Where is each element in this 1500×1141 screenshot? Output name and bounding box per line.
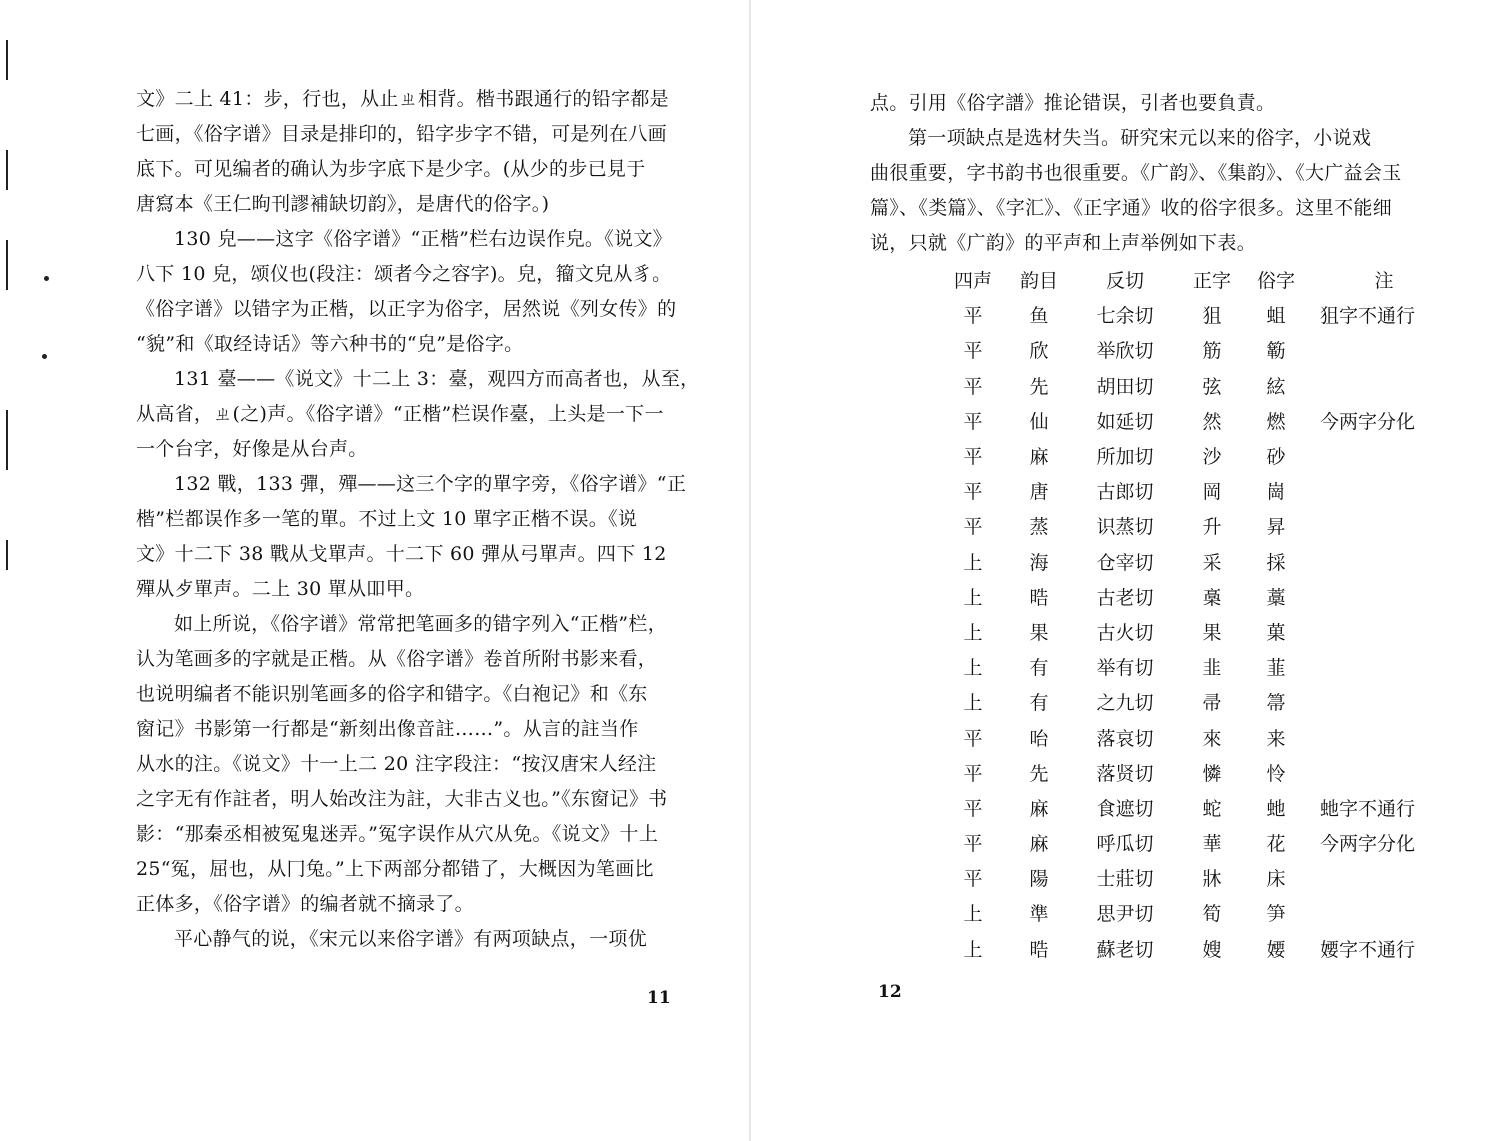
text-line: 130 皃——这字《俗字谱》“正楷”栏右边误作皃。《说文》 [174, 228, 672, 250]
text-line: 也说明编者不能识别笔画多的俗字和错字。《白袍记》和《东 [136, 683, 648, 705]
page-number: 11 [647, 988, 671, 1008]
fanqie-cell: 仓宰切 [1096, 551, 1154, 574]
fanqie-cell: 如延切 [1096, 410, 1154, 433]
rhyme-cell: 欣 [1029, 340, 1049, 363]
standard-char-cell: 升 [1202, 516, 1222, 539]
rhyme-cell: 咍 [1029, 727, 1049, 750]
note-cell [1308, 438, 1460, 473]
popular-char-cell: 絃 [1266, 375, 1286, 398]
text-line: 曲很重要，字书韵书也很重要。《广韵》、《集韵》、《大广益会玉 [870, 162, 1402, 184]
popular-char-cell: 床 [1266, 868, 1286, 891]
table-row [938, 719, 1460, 754]
tone-cell: 平 [963, 340, 983, 363]
fanqie-cell: 思尹切 [1096, 903, 1154, 926]
popular-char-cell: 笋 [1266, 903, 1286, 926]
rhyme-cell: 先 [1029, 762, 1049, 785]
popular-char-cell: 燃 [1266, 410, 1286, 433]
fanqie-cell: 七余切 [1096, 305, 1154, 328]
tone-cell: 平 [963, 410, 983, 433]
right-body-text [870, 86, 1450, 261]
note-cell [1308, 860, 1460, 895]
text-line: 窗记》书影第一行都是“新刻出像音註……”。从言的註当作 [136, 718, 639, 740]
rhyme-cell: 有 [1029, 692, 1049, 715]
popular-char-cell: 簕 [1266, 340, 1286, 363]
standard-char-cell: 果 [1202, 621, 1222, 644]
header-note: 注 [1374, 270, 1394, 293]
text-line: 说，只就《广韵》的平声和上声举例如下表。 [870, 232, 1257, 254]
popular-char-cell: 採 [1266, 551, 1286, 574]
fanqie-cell: 古老切 [1096, 586, 1154, 609]
table-row [938, 649, 1460, 684]
note-cell: 狙字不通行 [1320, 305, 1416, 328]
table-row [938, 438, 1460, 473]
text-line: 篇》、《类篇》、《字汇》、《正字通》收的俗字很多。这里不能细 [870, 197, 1393, 219]
popular-char-cell: 蛆 [1266, 305, 1286, 328]
text-line: 唐寫本《王仁昫刊謬補缺切韵》，是唐代的俗字。) [136, 193, 550, 215]
text-line: 文》二上 41：步，行也，从止ㄓ相背。楷书跟通行的铅字都是 [136, 88, 669, 110]
tone-cell: 平 [963, 375, 983, 398]
text-line: 殫从歺單声。二上 30 單从吅甲。 [136, 578, 425, 600]
standard-char-cell: 采 [1202, 551, 1222, 574]
standard-char-cell: 筋 [1202, 340, 1222, 363]
text-line: 平心静气的说，《宋元以来俗字谱》有两项缺点，一项优 [174, 928, 648, 950]
text-line: 文》十二下 38 戰从戈單声。十二下 60 彈从弓單声。四下 12 [136, 543, 667, 565]
standard-char-cell: 韭 [1202, 657, 1222, 680]
table-row [938, 508, 1460, 543]
scan-speck [44, 276, 49, 281]
tone-cell: 上 [963, 621, 983, 644]
table-row [938, 332, 1460, 367]
table-row [938, 931, 1460, 966]
popular-char-cell: 藁 [1266, 586, 1286, 609]
tone-cell: 平 [963, 762, 983, 785]
standard-char-cell: 牀 [1202, 868, 1222, 891]
fanqie-cell: 落哀切 [1096, 727, 1154, 750]
standard-char-cell: 來 [1202, 727, 1222, 750]
table-body [938, 297, 1460, 966]
note-cell [1308, 544, 1460, 579]
text-line: 25“冤，屈也，从冂兔。”上下两部分都错了，大概因为笔画比 [136, 858, 654, 880]
rhyme-cell: 準 [1029, 903, 1049, 926]
fanqie-cell: 识蒸切 [1096, 516, 1154, 539]
standard-char-cell: 帚 [1202, 692, 1222, 715]
text-line: 点。引用《俗字譜》推论错误，引者也要負責。 [870, 92, 1276, 114]
text-line: 一个台字，好像是从台声。 [136, 438, 368, 460]
note-cell [1308, 368, 1460, 403]
rhyme-cell: 唐 [1029, 481, 1049, 504]
text-line: 正体多，《俗字谱》的编者就不摘录了。 [136, 893, 474, 915]
rhyme-cell: 麻 [1029, 446, 1049, 469]
note-cell [1308, 755, 1460, 790]
standard-char-cell: 嫂 [1202, 938, 1222, 961]
standard-char-cell: 華 [1202, 833, 1222, 856]
tone-cell: 上 [963, 938, 983, 961]
text-line: 底下。可见编者的确认为步字底下是少字。(从少的步已見于 [136, 158, 646, 180]
table-row [938, 544, 1460, 579]
table-row [938, 297, 1460, 332]
tone-cell: 上 [963, 692, 983, 715]
text-line: 131 臺——《说文》十二上 3：臺，观四方而高者也，从至， [174, 368, 700, 390]
table-row [938, 473, 1460, 508]
text-line: 从高省，ㄓ(之)声。《俗字谱》“正楷”栏误作臺，上头是一下一 [136, 403, 664, 425]
popular-char-cell: 昇 [1266, 516, 1286, 539]
rhyme-cell: 麻 [1029, 833, 1049, 856]
table-row [938, 614, 1460, 649]
header-standard-char: 正字 [1192, 270, 1231, 293]
tone-cell: 平 [963, 305, 983, 328]
rhyme-cell: 有 [1029, 657, 1049, 680]
scan-edge-mark [6, 150, 8, 190]
rhyme-cell: 麻 [1029, 797, 1049, 820]
standard-char-cell: 蛇 [1202, 797, 1222, 820]
rhyme-cell: 果 [1029, 621, 1049, 644]
text-line: 《俗字谱》以错字为正楷，以正字为俗字，居然说《列女传》的 [136, 298, 677, 320]
note-cell: 虵字不通行 [1320, 797, 1416, 820]
tone-cell: 上 [963, 586, 983, 609]
note-cell [1308, 473, 1460, 508]
rhyme-cell: 晧 [1029, 586, 1049, 609]
standard-char-cell: 沙 [1202, 446, 1222, 469]
note-cell [1308, 614, 1460, 649]
popular-char-cell: 崗 [1266, 481, 1286, 504]
rhyme-cell: 蒸 [1029, 516, 1049, 539]
table-row [938, 755, 1460, 790]
standard-char-cell: 岡 [1202, 481, 1222, 504]
popular-char-cell: 韮 [1266, 657, 1286, 680]
rhyme-cell: 晧 [1029, 938, 1049, 961]
header-tone: 四声 [953, 270, 992, 293]
tone-cell: 平 [963, 833, 983, 856]
fanqie-cell: 古郎切 [1096, 481, 1154, 504]
table-row [938, 790, 1460, 825]
fanqie-cell: 之九切 [1096, 692, 1154, 715]
right-page [750, 0, 1500, 1141]
fanqie-cell: 食遮切 [1096, 797, 1154, 820]
note-cell: 婹字不通行 [1320, 938, 1416, 961]
standard-char-cell: 槀 [1202, 586, 1222, 609]
tone-cell: 平 [963, 446, 983, 469]
header-fanqie: 反切 [1105, 270, 1144, 293]
tone-cell: 平 [963, 868, 983, 891]
popular-char-cell: 箒 [1266, 692, 1286, 715]
scan-edge-mark [6, 40, 8, 80]
popular-char-cell: 怜 [1266, 762, 1286, 785]
fanqie-cell: 所加切 [1096, 446, 1154, 469]
tone-cell: 平 [963, 797, 983, 820]
fanqie-cell: 士莊切 [1096, 868, 1154, 891]
table-row [938, 368, 1460, 403]
table-row [938, 860, 1460, 895]
table-header-row [938, 262, 1460, 297]
note-cell [1308, 719, 1460, 754]
table-row [938, 403, 1460, 438]
text-line: 之字无有作註者，明人始改注为註，大非古义也。”《东窗记》书 [136, 788, 668, 810]
rhyme-cell: 海 [1029, 551, 1049, 574]
text-line: 楷”栏都误作多一笔的單。不过上文 10 單字正楷不误。《说 [136, 508, 638, 530]
page-number: 12 [878, 982, 902, 1002]
note-cell: 今两字分化 [1320, 833, 1416, 856]
tone-cell: 平 [963, 727, 983, 750]
fanqie-cell: 古火切 [1096, 621, 1154, 644]
scan-speck [42, 354, 47, 359]
note-cell [1308, 579, 1460, 614]
standard-char-cell: 憐 [1202, 762, 1222, 785]
text-line: 从水的注。《说文》十一上二 20 注字段注：“按汉唐宋人经注 [136, 753, 657, 775]
popular-char-cell: 来 [1266, 727, 1286, 750]
popular-char-cell: 婹 [1266, 938, 1286, 961]
standard-char-cell: 弦 [1202, 375, 1222, 398]
rhyme-cell: 陽 [1029, 868, 1049, 891]
popular-char-cell: 菓 [1266, 621, 1286, 644]
tone-cell: 上 [963, 903, 983, 926]
header-popular-char: 俗字 [1256, 270, 1295, 293]
popular-char-cell: 虵 [1266, 797, 1286, 820]
note-cell: 今两字分化 [1320, 410, 1416, 433]
note-cell [1308, 649, 1460, 684]
standard-char-cell: 狙 [1202, 305, 1222, 328]
fanqie-cell: 举有切 [1096, 657, 1154, 680]
tone-cell: 上 [963, 551, 983, 574]
standard-char-cell: 然 [1202, 410, 1222, 433]
rhyme-cell: 仙 [1029, 410, 1049, 433]
note-cell [1308, 332, 1460, 367]
left-body-text [136, 82, 716, 957]
rhyme-cell: 鱼 [1029, 305, 1049, 328]
fanqie-cell: 落贤切 [1096, 762, 1154, 785]
tone-cell: 平 [963, 481, 983, 504]
tone-cell: 平 [963, 516, 983, 539]
fanqie-cell: 呼瓜切 [1096, 833, 1154, 856]
tone-cell: 上 [963, 657, 983, 680]
text-line: 七画，《俗字谱》目录是排印的，铅字步字不错，可是列在八画 [136, 123, 667, 145]
scan-edge-mark [6, 240, 8, 290]
standard-char-cell: 筍 [1202, 903, 1222, 926]
table-row [938, 825, 1460, 860]
text-line: 认为笔画多的字就是正楷。从《俗字谱》卷首所附书影来看， [136, 648, 658, 670]
note-cell [1308, 684, 1460, 719]
text-line: “貌”和《取经诗话》等六种书的“皃”是俗字。 [136, 333, 524, 355]
fanqie-cell: 蘇老切 [1096, 938, 1154, 961]
table-row [938, 684, 1460, 719]
text-line: 132 戰，133 彈，殫——这三个字的單字旁，《俗字谱》“正 [174, 473, 687, 495]
popular-char-cell: 花 [1266, 833, 1286, 856]
table-row [938, 579, 1460, 614]
fanqie-cell: 举欣切 [1096, 340, 1154, 363]
text-line: 影：“那秦丞相被冤鬼迷弄。”冤字误作从穴从免。《说文》十上 [136, 823, 659, 845]
rhyme-table [938, 262, 1460, 966]
header-rhyme: 韵目 [1019, 270, 1058, 293]
text-line: 第一项缺点是选材失当。研究宋元以来的俗字，小说戏 [908, 127, 1372, 149]
popular-char-cell: 砂 [1266, 446, 1286, 469]
note-cell [1308, 895, 1460, 930]
rhyme-cell: 先 [1029, 375, 1049, 398]
scan-edge-mark [6, 540, 8, 570]
fanqie-cell: 胡田切 [1096, 375, 1154, 398]
text-line: 八下 10 皃，颂仪也(段注：颂者今之容字)。皃，籀文皃从豸。 [136, 263, 672, 285]
text-line: 如上所说，《俗字谱》常常把笔画多的错字列入“正楷”栏， [174, 613, 668, 635]
note-cell [1308, 508, 1460, 543]
scan-edge-mark [6, 410, 8, 470]
table-row [938, 895, 1460, 930]
